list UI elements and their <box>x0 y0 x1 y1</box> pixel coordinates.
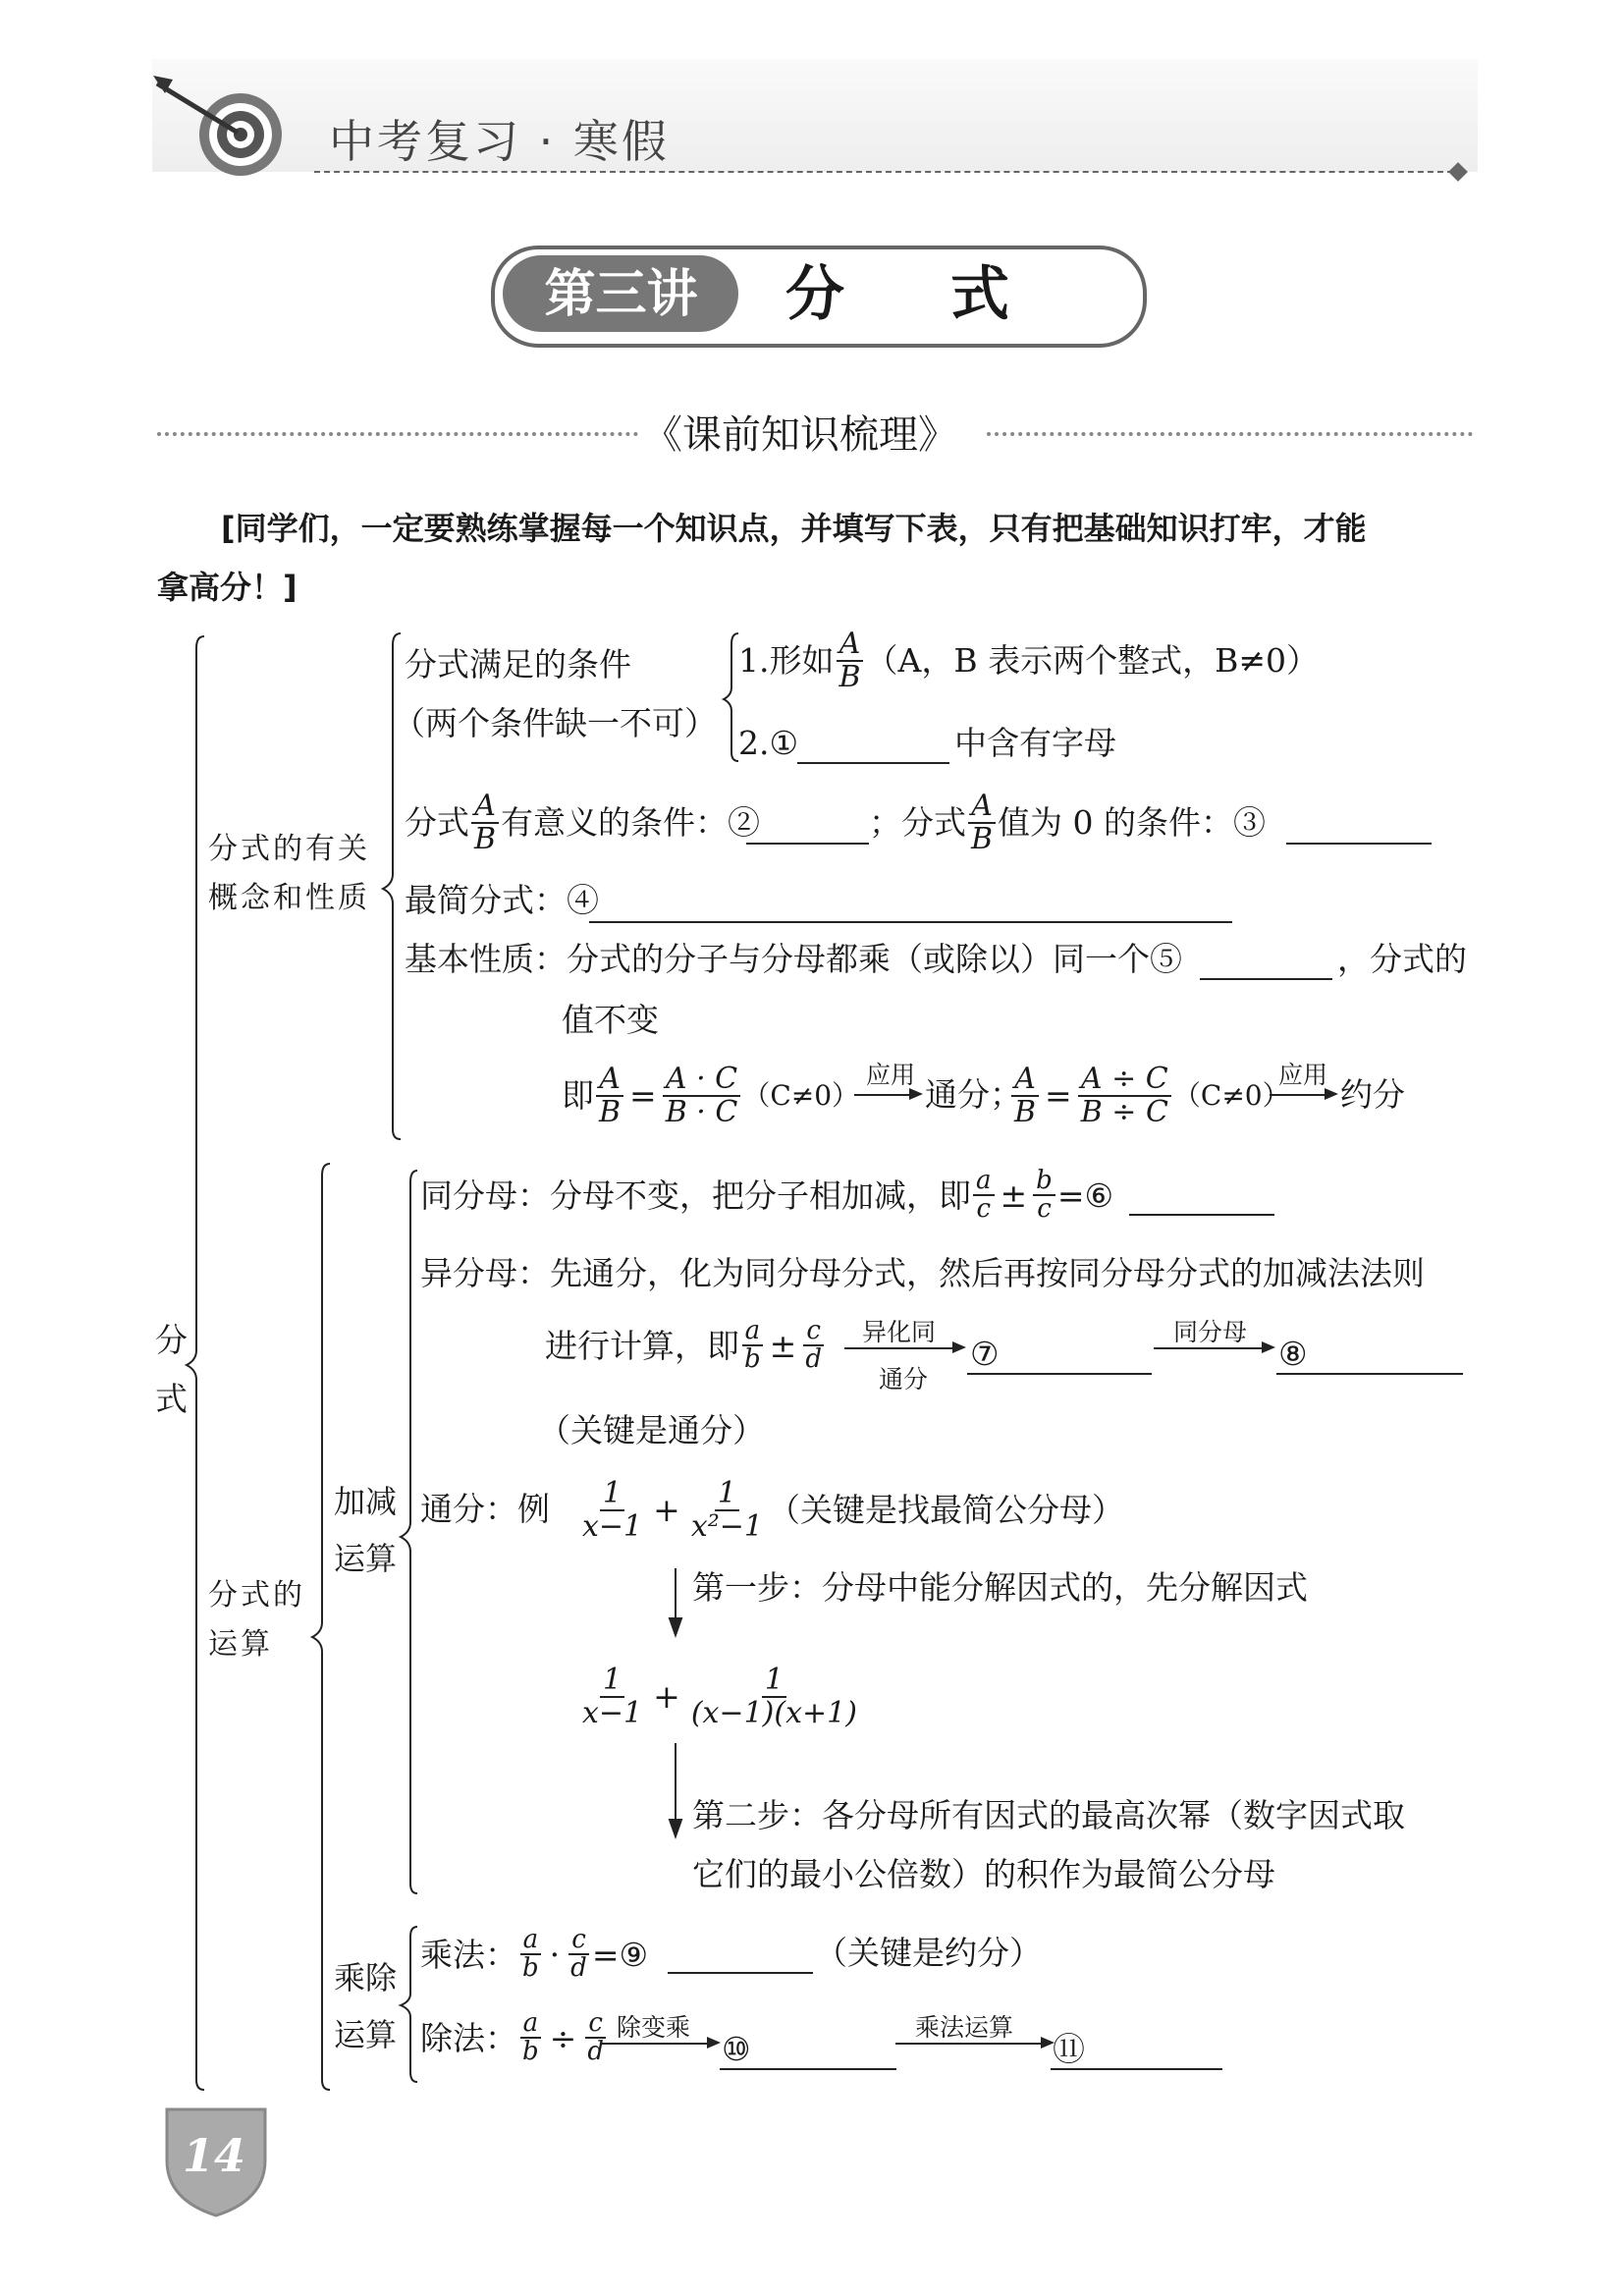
blank8-label: ⑧ <box>1278 1335 1308 1373</box>
blank-1[interactable] <box>797 762 949 764</box>
arrow-div <box>601 2043 709 2045</box>
series-title: 中考复习 · 寒假 <box>329 115 670 168</box>
step1: 第一步：分母中能分解因式的，先分解因式 <box>692 1568 1308 1607</box>
frac-denominator: B ÷ C <box>1080 1094 1168 1129</box>
blank-5[interactable] <box>1200 978 1332 980</box>
arrow-apply-1 <box>854 1094 911 1096</box>
arrow-label-div: 除变乘 <box>617 2013 691 2042</box>
arrow-yihua <box>844 1347 954 1349</box>
arrow-mul <box>895 2043 1043 2045</box>
property-suffix: ，分式的 <box>1337 940 1467 978</box>
frac-denominator: d <box>570 1953 587 1983</box>
frac-numerator: a <box>973 1168 995 1196</box>
frac-denominator: B <box>1014 1094 1037 1129</box>
tongfen-text: 通分； <box>925 1075 1022 1114</box>
conditions-label: 分式满足的条件 <box>405 645 631 683</box>
meaning-prefix: 分式 <box>405 803 469 842</box>
arrow-label-tongfen: 通分 <box>879 1365 929 1394</box>
example-expr-2 <box>577 1660 862 1733</box>
plus-minus: ± <box>1000 1175 1028 1215</box>
frac-denominator: c <box>976 1194 992 1224</box>
frac-numerator: 1 <box>762 1665 786 1698</box>
frac-denominator: B <box>474 821 497 856</box>
frac-denominator: x−1 <box>582 1695 643 1730</box>
ex-frac-2 <box>688 1478 766 1542</box>
calc-frac-ab <box>741 1315 764 1374</box>
blank-10[interactable] <box>720 2068 896 2070</box>
same-denom-frac-b <box>1033 1165 1055 1224</box>
step2-line1: 第二步：各分母所有因式的最高次幂（数字因式取 <box>692 1796 1405 1834</box>
frac-numerator: A · C <box>663 1064 740 1097</box>
divide-sign: ÷ <box>549 2018 577 2057</box>
formula-ji: 即 <box>562 1076 594 1115</box>
property-line1: 基本性质：分式的分子与分母都乘（或除以）同一个⑤ <box>405 940 1182 978</box>
blank-8[interactable] <box>1276 1373 1463 1375</box>
mul-blank-label: =⑨ <box>591 1935 649 1974</box>
frac-denominator: (x−1)(x+1) <box>690 1695 857 1730</box>
mul-note: （关键是约分） <box>815 1934 1042 1972</box>
equals-sign: = <box>1045 1076 1072 1115</box>
lesson-title: 分 式 <box>785 260 1033 329</box>
ex2-frac-1 <box>579 1665 645 1728</box>
calc-frac-cd <box>802 1315 825 1374</box>
blank-6[interactable] <box>1129 1214 1274 1216</box>
yuefen-text: 约分 <box>1340 1075 1405 1114</box>
arrow-label-tongfenmu: 同分母 <box>1173 1318 1248 1346</box>
frac-denominator: B <box>971 821 994 856</box>
arrow-apply-2 <box>1270 1094 1326 1096</box>
arrow-label-apply-2: 应用 <box>1278 1061 1328 1089</box>
frac-denominator: b <box>744 1344 761 1374</box>
group2-label: 分式的运算 <box>208 1578 305 1662</box>
simplest-fraction: 最简分式：④ <box>405 881 599 919</box>
blank11-label: ⑪ <box>1053 2030 1085 2068</box>
mul-frac-ab <box>519 1924 542 1983</box>
mul-prefix: 乘法： <box>420 1935 517 1974</box>
frac-numerator: A <box>596 1064 623 1097</box>
frac-denominator: d <box>805 1344 822 1374</box>
div-row <box>420 2003 609 2072</box>
frac-numerator: 1 <box>600 1478 624 1511</box>
calc-row <box>545 1311 827 1380</box>
arrow-label-mul: 乘法运算 <box>915 2013 1014 2042</box>
group1-label: 分式的有关概念和性质 <box>208 832 370 915</box>
frac-denominator: B <box>839 659 861 694</box>
arrow-head-icon <box>909 1088 923 1100</box>
section-title: 《课前知识梳理》 <box>643 412 957 458</box>
f1-condition: （C≠0） <box>742 1078 860 1112</box>
cond2-suffix: 中含有字母 <box>954 724 1116 762</box>
frac-denominator: x²−1 <box>690 1508 763 1544</box>
f1-rhs-fraction <box>663 1064 741 1127</box>
blank-2[interactable] <box>746 843 869 845</box>
frac-numerator: A <box>1011 1064 1039 1097</box>
frac-numerator: a <box>520 1927 542 1955</box>
frac-numerator: b <box>1033 1168 1055 1196</box>
condition-1 <box>738 629 1319 692</box>
frac-numerator: a <box>520 2010 542 2039</box>
blank-7[interactable] <box>967 1373 1152 1375</box>
plus-sign: + <box>653 1491 680 1529</box>
blank7-label: ⑦ <box>970 1335 1000 1373</box>
same-denom-blank-label: =⑥ <box>1056 1175 1114 1215</box>
plus-minus: ± <box>769 1326 797 1365</box>
cond1-suffix: （A，B 表示两个整式，B≠0） <box>865 641 1320 680</box>
mul-row <box>420 1920 648 1989</box>
f2-rhs-fraction <box>1078 1064 1171 1127</box>
frac-numerator: c <box>803 1318 824 1346</box>
f2-lhs-fraction <box>1011 1064 1039 1127</box>
same-denom-frac-a <box>973 1165 995 1224</box>
mul-frac-cd <box>568 1924 590 1983</box>
ex-frac-1 <box>579 1478 645 1542</box>
calc-prefix: 进行计算，即 <box>545 1326 739 1365</box>
blank-3[interactable] <box>1286 843 1432 845</box>
addsub-label: 加减运算 <box>334 1483 398 1577</box>
conditions-note: （两个条件缺一不可） <box>393 704 717 742</box>
property-line2: 值不变 <box>562 1001 659 1039</box>
frac-denominator: B <box>599 1094 622 1129</box>
cond1-prefix: 1.形如 <box>738 641 835 680</box>
blank10-label: ⑩ <box>722 2030 751 2068</box>
frac-denominator: b <box>522 2037 539 2066</box>
arrow-tongfenmu <box>1154 1347 1264 1349</box>
example-note: （关键是找最简公分母） <box>767 1491 1124 1529</box>
frac-denominator: B · C <box>665 1094 738 1129</box>
intro-line1: [同学们，一定要熟练掌握每一个知识点，并填写下表，只有把基础知识打牢，才能 <box>221 510 1367 547</box>
key-tongfen: （关键是通分） <box>538 1411 765 1449</box>
blank-11[interactable] <box>1051 2068 1222 2070</box>
example-expr <box>577 1473 1124 1547</box>
div-frac-ab <box>519 2007 542 2066</box>
meaning-mid: 有意义的条件：② <box>501 803 761 842</box>
blank-4[interactable] <box>589 921 1232 923</box>
example-prefix: 通分：例 <box>420 1490 550 1528</box>
same-denom-prefix: 同分母：分母不变，把分子相加减，即 <box>420 1175 971 1215</box>
cond2-prefix: 2.① <box>738 724 799 762</box>
div-frac-cd <box>584 2007 607 2066</box>
dot-sign: · <box>549 1935 561 1974</box>
frac-numerator: A ÷ C <box>1078 1064 1171 1097</box>
formula-row-2 <box>1009 1059 1290 1132</box>
arrow-label-apply-1: 应用 <box>866 1061 916 1089</box>
frac-numerator: A <box>471 791 499 824</box>
frac-denominator: d <box>587 2037 604 2066</box>
cond1-fraction <box>837 629 864 692</box>
page-number: 14 <box>182 2129 245 2182</box>
formula-row <box>562 1059 859 1132</box>
meaning-fraction <box>471 791 499 854</box>
frac-numerator: c <box>585 2010 606 2039</box>
arrow-head-icon <box>1325 1088 1338 1100</box>
same-denom-row <box>420 1161 1113 1230</box>
arrow-label-yihua: 异化同 <box>862 1318 937 1346</box>
frac-denominator: b <box>522 1953 539 1983</box>
lesson-badge-text: 第三讲 <box>544 265 698 324</box>
frac-numerator: c <box>568 1927 589 1955</box>
div-prefix: 除法： <box>420 2018 517 2057</box>
value-fraction <box>968 791 996 854</box>
ex2-frac-2 <box>688 1665 860 1728</box>
value-mid: 值为 0 的条件：③ <box>998 803 1267 842</box>
equals-sign: = <box>629 1076 657 1115</box>
meaning-row <box>405 791 760 854</box>
blank-9[interactable] <box>668 1972 813 1974</box>
frac-denominator: x−1 <box>582 1508 643 1544</box>
root-label: 分式 <box>155 1321 188 1418</box>
frac-numerator: a <box>742 1318 764 1346</box>
f1-lhs-fraction <box>596 1064 623 1127</box>
frac-numerator: 1 <box>715 1478 739 1511</box>
step2-line2: 它们的最小公倍数）的积作为最简公分母 <box>692 1855 1275 1893</box>
condition-2 <box>738 724 799 762</box>
arrow-head-icon <box>952 1341 966 1353</box>
diff-denom-text: 异分母：先通分，化为同分母分式，然后再按同分母分式的加减法法则 <box>420 1254 1425 1292</box>
value-prefix: ；分式 <box>869 803 966 842</box>
arrow-head-icon <box>707 2037 721 2049</box>
value-row <box>869 791 1266 854</box>
muldiv-label: 乘除运算 <box>334 1959 398 2053</box>
frac-numerator: 1 <box>600 1665 624 1698</box>
intro-line2: 拿高分！] <box>157 569 298 606</box>
arrow-head-icon <box>1262 1341 1275 1353</box>
frac-numerator: A <box>968 791 996 824</box>
frac-numerator: A <box>837 629 864 662</box>
plus-sign: + <box>653 1677 680 1716</box>
frac-denominator: c <box>1037 1194 1052 1224</box>
f2-condition: （C≠0） <box>1172 1078 1290 1112</box>
